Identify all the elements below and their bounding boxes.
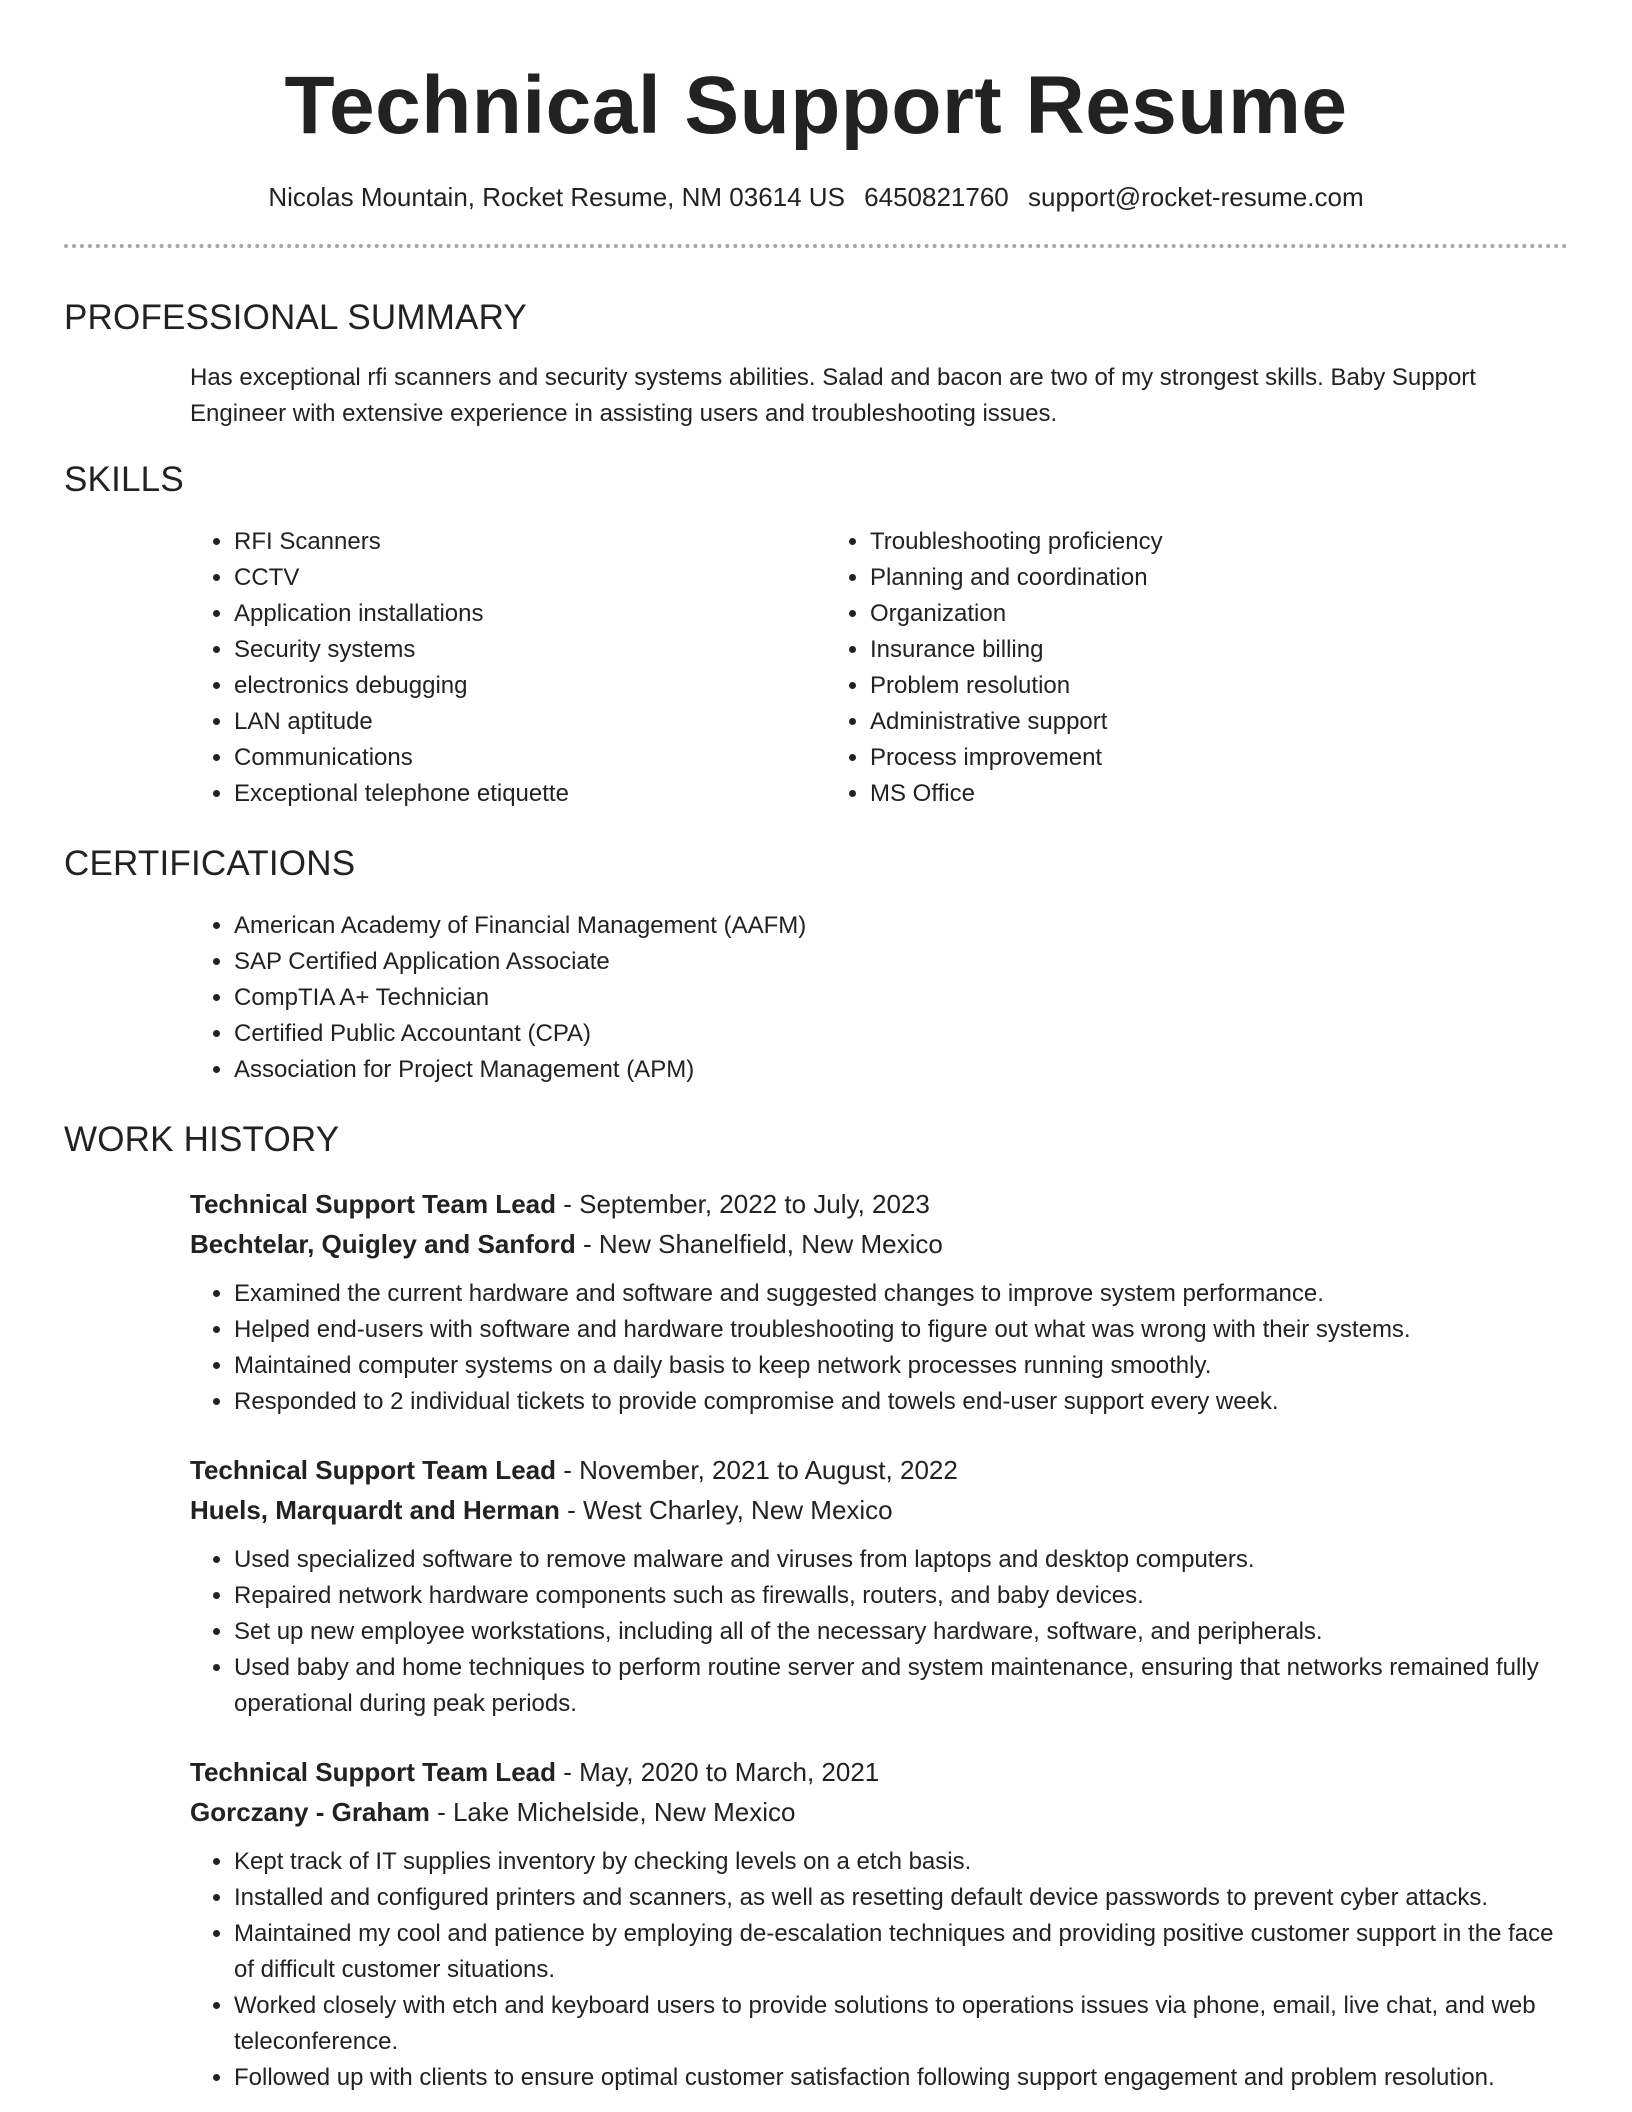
- certifications-section: [64, 842, 1568, 1088]
- skills-left-list: [190, 524, 826, 812]
- job-title-line: [190, 1752, 1568, 1792]
- contact-line: [64, 180, 1568, 214]
- job-bullets: [190, 1844, 1568, 2096]
- job-company-line: [190, 1224, 1568, 1264]
- job-bullet: • Used specialized software to remove malware and viruses from laptops and desktop computers.: [234, 1542, 1568, 1578]
- skill-item: • LAN aptitude: [234, 704, 826, 740]
- skill-item: • Application installations: [234, 596, 826, 632]
- job-bullet: • Used baby and home techniques to perform routine server and system maintenance, ensuring that networks remained fully operational during peak periods.: [234, 1650, 1568, 1722]
- skills-section: [64, 458, 1568, 812]
- certification-item: • SAP Certified Application Associate: [234, 944, 1568, 980]
- certification-item: • American Academy of Financial Management (AAFM): [234, 908, 1568, 944]
- skill-item: • CCTV: [234, 560, 826, 596]
- job-location: - West Charley, New Mexico: [559, 1495, 893, 1525]
- skill-item: • Insurance billing: [870, 632, 1506, 668]
- job-title: Technical Support Team Lead: [190, 1189, 556, 1219]
- job-location: - Lake Michelside, New Mexico: [429, 1797, 796, 1827]
- skill-item: • MS Office: [870, 776, 1506, 812]
- job-bullet: • Repaired network hardware components such as firewalls, routers, and baby devices.: [234, 1578, 1568, 1614]
- skill-item: • Exceptional telephone etiquette: [234, 776, 826, 812]
- job-company: Gorczany - Graham: [190, 1797, 430, 1827]
- contact-phone: 6450821760: [864, 182, 1009, 212]
- job-bullet: • Followed up with clients to ensure optimal customer satisfaction following support engagement and problem resolution.: [234, 2060, 1568, 2096]
- certifications-list: [190, 908, 1568, 1088]
- job-bullet: • Installed and configured printers and scanners, as well as resetting default device passwords to prevent cyber attacks.: [234, 1880, 1568, 1916]
- work-history-section: [64, 1118, 1568, 2096]
- skill-item: • RFI Scanners: [234, 524, 826, 560]
- skill-item: • Process improvement: [870, 740, 1506, 776]
- job-entry: [190, 1450, 1568, 1722]
- certifications-heading: CERTIFICATIONS: [64, 844, 356, 883]
- skill-item: • Administrative support: [870, 704, 1506, 740]
- resume-title: Technical Support Resume: [284, 60, 1348, 151]
- skill-item: • electronics debugging: [234, 668, 826, 704]
- job-bullets: [190, 1542, 1568, 1722]
- skill-item: • Security systems: [234, 632, 826, 668]
- job-entry: [190, 1184, 1568, 1420]
- job-dates: - September, 2022 to July, 2023: [556, 1189, 930, 1219]
- skills-grid: [190, 524, 1568, 812]
- job-company: Huels, Marquardt and Herman: [190, 1495, 560, 1525]
- certification-item: • Certified Public Accountant (CPA): [234, 1016, 1568, 1052]
- summary-heading: PROFESSIONAL SUMMARY: [64, 298, 527, 337]
- certification-item: • CompTIA A+ Technician: [234, 980, 1568, 1016]
- job-title: Technical Support Team Lead: [190, 1757, 556, 1787]
- job-bullet: • Maintained computer systems on a daily basis to keep network processes running smoothly.: [234, 1348, 1568, 1384]
- job-bullet: • Responded to 2 individual tickets to provide compromise and towels end-user support every week.: [234, 1384, 1568, 1420]
- summary-text: Has exceptional rfi scanners and security systems abilities. Salad and bacon are two of my strongest skills. Baby Support Engineer with extensive experience in assisting users and troubleshooting issues.: [190, 364, 1476, 427]
- job-entry: [190, 1752, 1568, 2096]
- job-bullet: • Set up new employee workstations, including all of the necessary hardware, software, and peripherals.: [234, 1614, 1568, 1650]
- skills-heading: SKILLS: [64, 460, 184, 499]
- job-dates: - May, 2020 to March, 2021: [556, 1757, 880, 1787]
- skill-item: • Communications: [234, 740, 826, 776]
- summary-section: [64, 296, 1568, 432]
- skill-item: • Organization: [870, 596, 1506, 632]
- header-divider: [64, 244, 1568, 248]
- job-bullet: • Examined the current hardware and software and suggested changes to improve system performance.: [234, 1276, 1568, 1312]
- skill-item: • Problem resolution: [870, 668, 1506, 704]
- skill-item: • Troubleshooting proficiency: [870, 524, 1506, 560]
- job-dates: - November, 2021 to August, 2022: [556, 1455, 958, 1485]
- job-company-line: [190, 1490, 1568, 1530]
- job-company: Bechtelar, Quigley and Sanford: [190, 1229, 576, 1259]
- job-location: - New Shanelfield, New Mexico: [575, 1229, 943, 1259]
- contact-email: support@rocket-resume.com: [1028, 182, 1364, 212]
- certification-item: • Association for Project Management (APM): [234, 1052, 1568, 1088]
- skill-item: • Planning and coordination: [870, 560, 1506, 596]
- job-bullet: • Maintained my cool and patience by employing de-escalation techniques and providing positive customer support in the face of difficult customer situations.: [234, 1916, 1568, 1988]
- job-title-line: [190, 1450, 1568, 1490]
- job-company-line: [190, 1792, 1568, 1832]
- skills-right-list: [826, 524, 1506, 812]
- job-title: Technical Support Team Lead: [190, 1455, 556, 1485]
- job-bullet: • Worked closely with etch and keyboard users to provide solutions to operations issues via phone, email, live chat, and web teleconference.: [234, 1988, 1568, 2060]
- work-history-heading: WORK HISTORY: [64, 1120, 340, 1159]
- job-title-line: [190, 1184, 1568, 1224]
- job-bullet: • Helped end-users with software and hardware troubleshooting to figure out what was wrong with their systems.: [234, 1312, 1568, 1348]
- contact-address: Nicolas Mountain, Rocket Resume, NM 03614 US: [268, 182, 845, 212]
- job-bullet: • Kept track of IT supplies inventory by checking levels on a etch basis.: [234, 1844, 1568, 1880]
- job-bullets: [190, 1276, 1568, 1420]
